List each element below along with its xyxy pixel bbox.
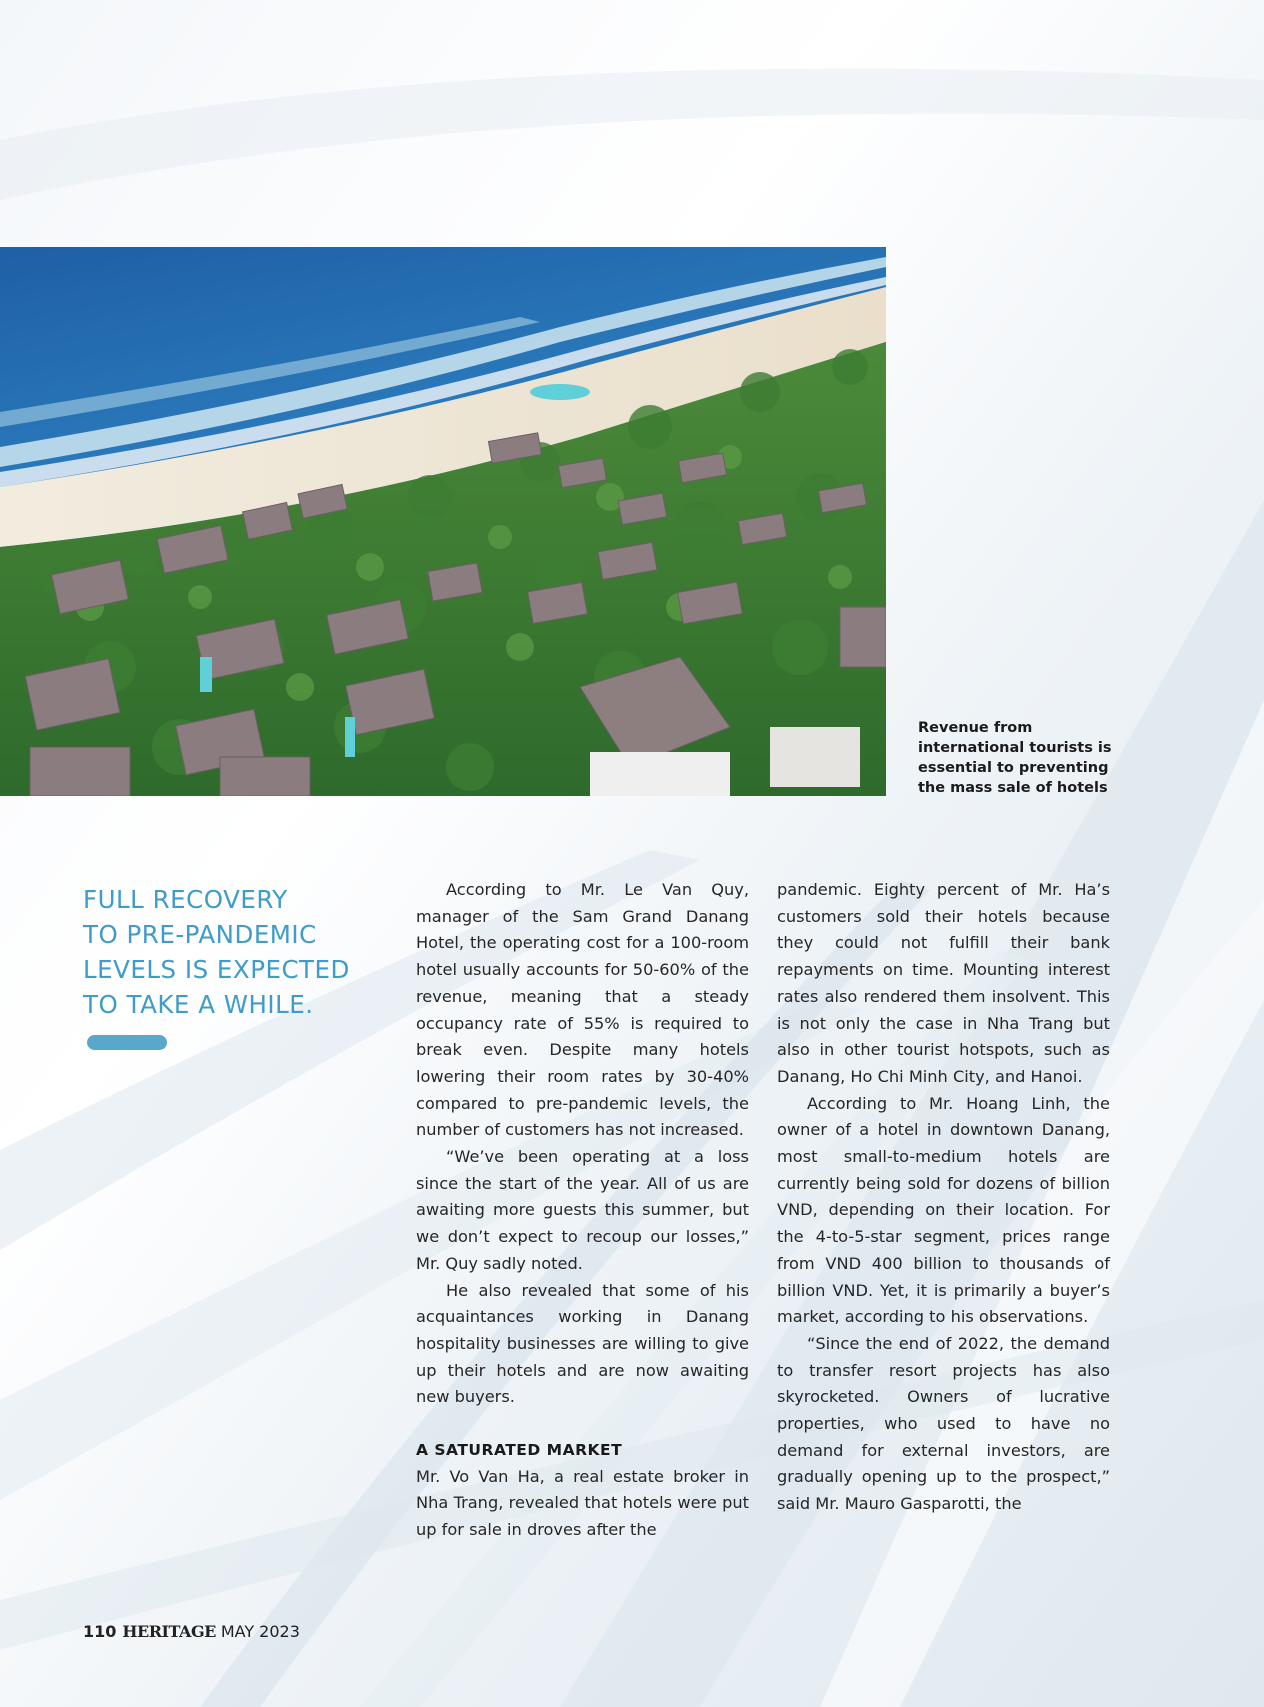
issue-date: MAY 2023 [220,1622,300,1641]
pull-quote-line: TO TAKE A WHILE. [83,990,314,1019]
article-paragraph: He also revealed that some of his acquaintances working in Danang hospitality businesses are willing to give up their hotels and are now awaiting new buyers. [416,1280,749,1407]
photo-caption: Revenue from international tourists is essential to preventing the mass sale of hotels [918,720,1112,796]
article-column-1 [416,877,749,1544]
pull-quote-line: TO PRE-PANDEMIC [83,920,317,949]
article-paragraph: According to Mr. Hoang Linh, the owner of a hotel in downtown Danang, most small-to-medium hotels are currently being sold for dozens of billion VND, depending on their location. For the 4-to-5-star segment, prices range from VND 400 billion to thousands of billion VND. Yet, it is primarily a buyer’s market, according to his observations. [777,1093,1110,1327]
magazine-name: HERITAGE [122,1622,216,1641]
pull-quote-line: LEVELS IS EXPECTED [83,955,350,984]
article-paragraph: “Since the end of 2022, the demand to transfer resort projects has also skyrocketed. Owners of lucrative properties, who used to have no demand for external investors, are gradually opening up to the prospect,” said Mr. Mauro Gasparotti, the [777,1333,1110,1514]
article-paragraph: pandemic. Eighty percent of Mr. Ha’s customers sold their hotels because they could not fulfill their bank repayments on time. Mounting interest rates also rendered them insolvent. This is not only the case in Nha Trang but also in other tourist hotspots, such as Danang, Ho Chi Minh City, and Hanoi. [777,880,1110,1086]
pull-quote-accent-bar [87,1035,167,1050]
article-paragraph: “We’ve been operating at a loss since the start of the year. All of us are awaiting more guests this summer, but we don’t expect to recoup our losses,” Mr. Quy sadly noted. [416,1147,749,1273]
article-paragraph: Mr. Vo Van Ha, a real estate broker in Nha Trang, revealed that hotels were put up for sale in droves after the [416,1466,749,1540]
section-subhead: A SATURATED MARKET [416,1441,623,1460]
page-footer [83,1622,300,1641]
beach-resort-aerial-photo [0,247,886,796]
article-paragraph: According to Mr. Le Van Quy, manager of the Sam Grand Danang Hotel, the operating cost for a 100-room hotel usually accounts for 50-60% of the revenue, meaning that a steady occupancy rate of 55% is required to break even. Despite many hotels lowering their room rates by 30-40% compared to pre-pandemic levels, the number of customers has not increased. [416,880,749,1140]
article-column-2 [777,877,1110,1518]
pull-quote-line: FULL RECOVERY [83,885,288,914]
page-number: 110 [83,1622,117,1641]
pull-quote [83,882,383,1022]
